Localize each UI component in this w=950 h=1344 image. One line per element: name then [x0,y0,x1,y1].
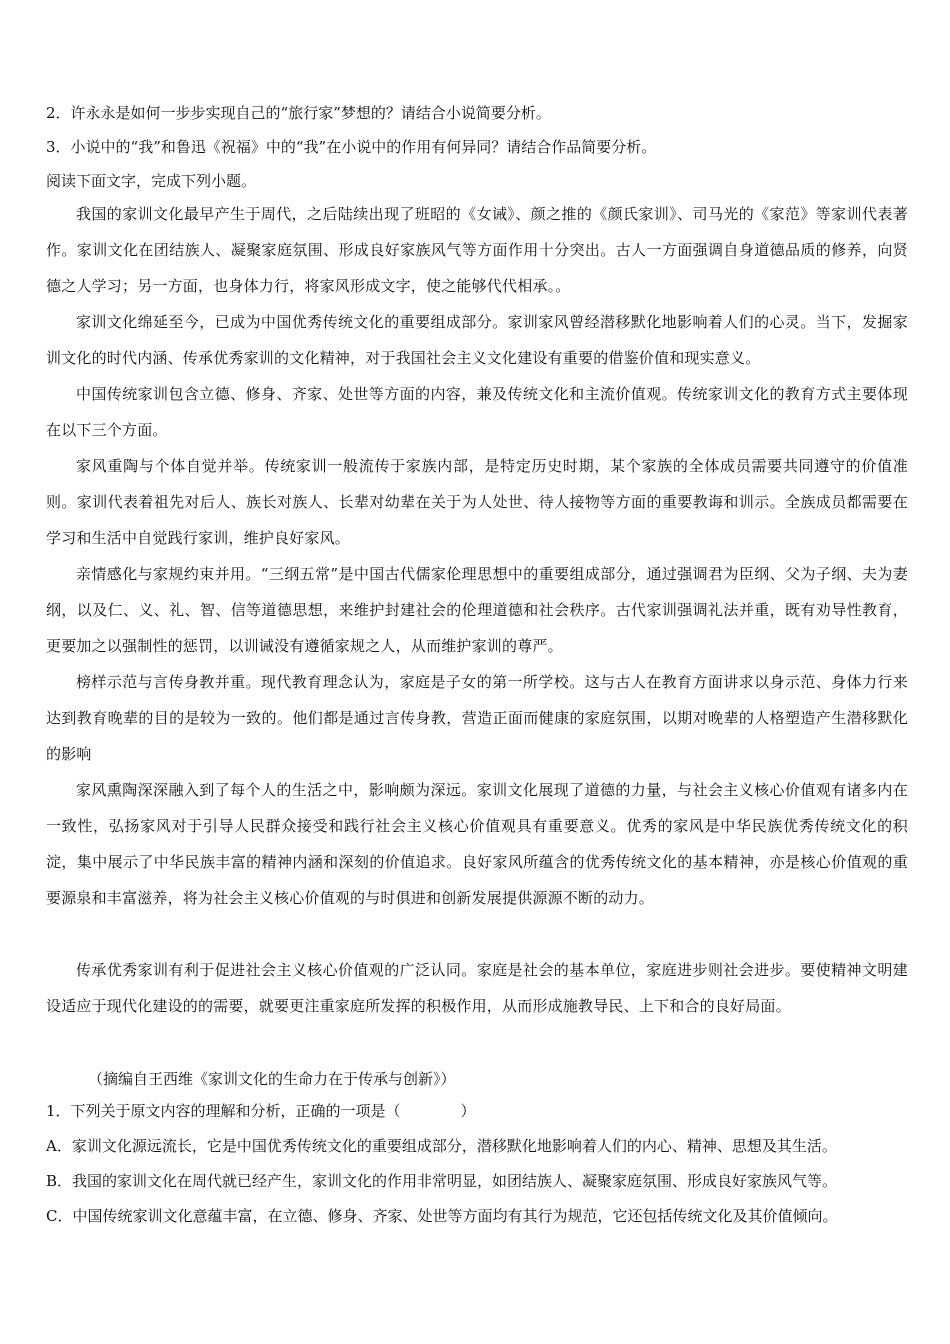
option-a: A．家训文化源远流长，它是中国优秀传统文化的重要组成部分，潜移默化地影响着人们的内心、精神、思想及其生活。 [46,1137,837,1155]
question-2: 2．许永永是如何一步步实现自己的“旅行家”梦想的？请结合小说简要分析。 [46,104,551,122]
paragraph-5: 亲情感化与家规约束并用。“三纲五常”是中国古代儒家伦理思想中的重要组成部分，通过强调君为臣纲、父为子纲、夫为妻纲，以及仁、义、礼、智、信等道德思想，来维护封建社会的伦理道德和社会秩序。古代家训强调礼法并重，既有劝导性教育，更要加之以强制性的惩罚，以训诫没有遵循家规之人，从而维护家训的尊严。 [46,565,908,655]
reading-instruction: 阅读下面文字，完成下列小题。 [46,172,257,190]
paragraph-1: 我国的家训文化最早产生于周代，之后陆续出现了班昭的《女诫》、颜之推的《颜氏家训》、司马光的《家范》等家训代表著作。家训文化在团结族人、凝聚家庭氛围、形成良好家族风气等方面作用十分突出。古人一方面强调自身道德品质的修养，向贤德之人学习；另一方面，也身体力行，将家风形成文字，使之能够代代相承。。 [46,205,908,295]
paragraph-7: 家风熏陶深深融入到了每个人的生活之中，影响颇为深远。家训文化展现了道德的力量，与社会主义核心价值观有诸多内在一致性，弘扬家风对于引导人民群众接受和践行社会主义核心价值观具有重要意义。优秀的家风是中华民族优秀传统文化的积淀，集中展示了中华民族丰富的精神内涵和深刻的价值追求。良好家风所蕴含的优秀传统文化的基本精神，亦是核心价值观的重要源泉和丰富滋养，将为社会主义核心价值观的与时俱进和创新发展提供源源不断的动力。 [46,781,908,907]
paragraph-2: 家训文化绵延至今，已成为中国优秀传统文化的重要组成部分。家训家风曾经潜移默化地影响着人们的心灵。当下，发掘家训文化的时代内涵、传承优秀家训的文化精神，对于我国社会主义文化建设有重要的借鉴价值和现实意义。 [46,313,908,367]
paragraph-3: 中国传统家训包含立德、修身、齐家、处世等方面的内容，兼及传统文化和主流价值观。传统家训文化的教育方式主要体现在以下三个方面。 [46,385,908,439]
paragraph-8: 传承优秀家训有利于促进社会主义核心价值观的广泛认同。家庭是社会的基本单位，家庭进步则社会进步。要使精神文明建设适应于现代化建设的的需要，就要更注重家庭所发挥的积极作用，从而形成施教导民、上下和合的良好局面。 [46,961,908,1015]
paragraph-6: 榜样示范与言传身教并重。现代教育理念认为，家庭是子女的第一所学校。这与古人在教育方面讲求以身示范、身体力行来达到教育晚辈的目的是较为一致的。他们都是通过言传身教，营造正面而健康的家庭氛围，以期对晚辈的人格塑造产生潜移默化的影响 [46,673,908,763]
question-3: 3．小说中的“我”和鲁迅《祝福》中的“我”在小说中的作用有何异同？请结合作品简要分析。 [46,138,657,156]
question-1-stem: 1．下列关于原文内容的理解和分析，正确的一项是（ ） [46,1102,476,1120]
paragraph-4: 家风重陶与个体自觉并举。传统家训一般流传于家族内部，是特定历史时期，某个家族的全体成员需要共同遵守的价值准则。家训代表着祖先对后人、族长对族人、长辈对幼辈在关于为人处世、待人接物等方面的重要教诲和训示。全族成员都需要在学习和生活中自觉践行家训，维护良好家风。 [46,457,908,547]
option-b: B．我国的家训文化在周代就已经产生，家训文化的作用非常明显，如团结族人、凝聚家庭氛围、形成良好家族风气等。 [46,1172,838,1190]
source-citation: （摘编自王西维《家训文化的生命力在于传承与创新》） [88,1070,456,1088]
option-c: C．中国传统家训文化意蕴丰富，在立德、修身、齐家、处世等方面均有其行为规范，它还包括传统文化及其价值倾向。 [46,1207,838,1225]
